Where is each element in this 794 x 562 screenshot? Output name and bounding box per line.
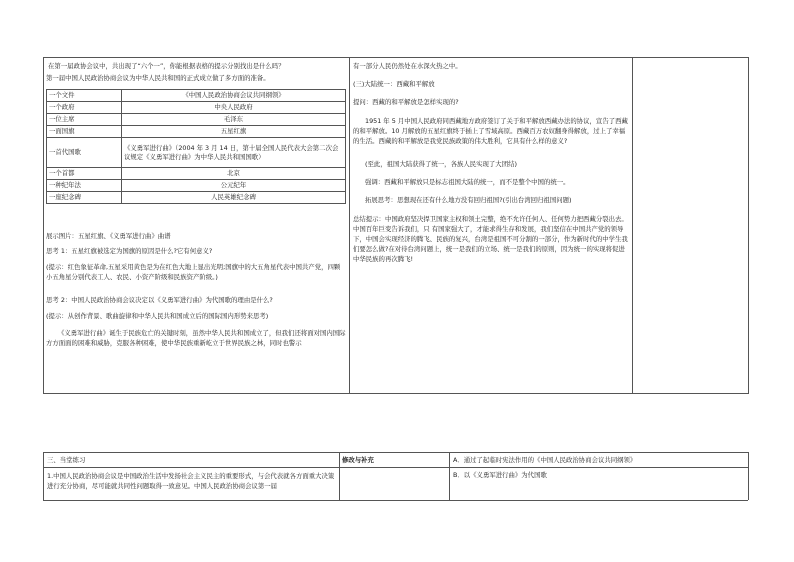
row-value: 《中国人民政治协商会议共同纲领》 [122,90,346,102]
frame-divider-2 [632,57,633,394]
exercise-frame-top [43,452,748,453]
frame-upper-bottom [43,393,748,394]
question-1: 思考 1：五星红旗被选定为国旗的原因是什么?它有何意义? [46,247,213,255]
six-ones-table [46,89,346,204]
frame-divider-1 [349,57,350,394]
section-tibet-heading: (三)大陆统一：西藏和平解放 [353,80,435,88]
table-row [47,114,346,126]
hint-1: (提示：红色象征革命,五星采用黄色是为在红色大地上显出光明;国旗中的大五角星代表中国共产党，四颗小五角星分别代表工人、农民、小资产阶级和民族资产阶级。) [46,263,341,281]
row-key: 一面国旗 [47,126,122,138]
row-value: 北京 [122,168,346,180]
question-2: 思考 2：中国人民政治协商会议决定以《义勇军进行曲》为代国歌的理由是什么? [46,296,273,304]
row-key: 一位主席 [47,114,122,126]
intro-answer: 第一届中国人民政治协商会议为中华人民共和国的正式成立做了多方面的准备。 [46,74,270,82]
hint-2: (提示：从创作背景、歌曲旋律和中华人民共和国成立后的国际国内形势来思考) [46,312,269,320]
frame-top [43,57,748,58]
frame-right [748,57,749,394]
row-value: 人民英雄纪念碑 [122,192,346,204]
summary-paragraph: 总结提示：中国政府坚决捍卫国家主权和领土完整，绝不允许任何人、任何势力把西藏分裂出去。中国百年巨变告诉我们，只 有国家强大了，才能求得生存和发展，我们坚信在中国共产党的领导下，中国会实现经济的腾飞、民族的复兴，台湾是祖国不可分割的一部分，作为新时代的中学生我们要怎么做?在对待台湾问题上，统一是我们的立场、统一是我们的原则，因为统一的实现将促进中华民族的再次腾飞! [353,215,628,263]
exercise-frame-right [748,452,749,500]
exercise-frame-divider-1 [339,452,340,500]
frame-left [43,57,44,394]
tibet-paragraph: 1951 年 5 月中国人民政府同西藏地方政府签订了关于和平解放西藏办法的协议，宣告了西藏的和平解放。10 月解放的五星红旗终于插上了雪域高原。西藏百万农奴翻身得解放，过上了幸福的生活。西藏的和平解放是我党民族政策的伟大胜利，它具有什么样的意义? [353,117,628,145]
exercise-section-title: 三、当堂练习 [47,456,86,464]
row-value: 《义勇军进行曲》（2004 年 3 月 14 日，第十届全国人民代表大会第二次会议规定《义勇军进行曲》为中华人民共和国国歌） [122,138,346,168]
table-row [47,180,346,192]
table-row [47,192,346,204]
table-row [47,138,346,168]
row-value: 公元纪年 [122,180,346,192]
row-key: 一个政府 [47,102,122,114]
exercise-frame-bottom [43,500,748,501]
option-a: A．通过了起临时宪法作用的《中国人民政治协商会议共同纲领》 [453,456,637,464]
intro-question: 在第一届政协会议中，共出现了“六个一”，你能根据表格的提示分别找出是什么吗？ [48,62,285,70]
middle-first-line: 有一部分人民仍然处在水深火热之中。 [353,62,462,70]
exercise-frame-divider-2 [449,452,450,500]
tibet-answer: (至此，祖国大陆获得了统一，各族人民实现了大团结) [365,160,517,168]
emphasis-note: 强调：西藏和平解放只是标志祖国大陆的统一，而不是整个中国的统一。 [365,178,570,186]
option-b: B．以《义勇军进行曲》为代国歌 [453,471,547,479]
revision-column-header: 修改与补充 [342,456,374,464]
exercise-frame-header-line [43,467,748,468]
table-row [47,90,346,102]
row-key: 一首代国歌 [47,138,122,168]
row-key: 一个文件 [47,90,122,102]
row-value: 毛泽东 [122,114,346,126]
row-value: 五星红旗 [122,126,346,138]
table-row [47,102,346,114]
extension-question: 拓展思考：思想现在还有什么地方没有回归祖国?(引出台湾回归祖国问题) [365,196,572,204]
tibet-question: 提问：西藏的和平解放是怎样实现的? [353,98,459,106]
row-key: 一座纪念碑 [47,192,122,204]
show-images-note: 展示图片：五星红旗、《义勇军进行曲》曲谱 [46,232,171,240]
anthem-paragraph: 《义勇军进行曲》诞生于民族危亡的关键时刻，虽然中华人民共和国成立了，但我们还将面对国内国际方方面面的困难和威胁，克服各种困难，使中华民族重新屹立于世界民族之林，同时也警示 [46,329,346,347]
exercise-frame-left [43,452,44,500]
table-row [47,168,346,180]
table-row [47,126,346,138]
row-key: 一个首都 [47,168,122,180]
row-key: 一种纪年法 [47,180,122,192]
exercise-question-1: 1.中国人民政治协商会议是中国政治生活中发扬社会主义民主的重要形式，与会代表就各方面重大决策进行充分协商，尽可能就共同性问题取得一致意见。中国人民政治协商会议第一届 [47,472,335,490]
row-value: 中央人民政府 [122,102,346,114]
